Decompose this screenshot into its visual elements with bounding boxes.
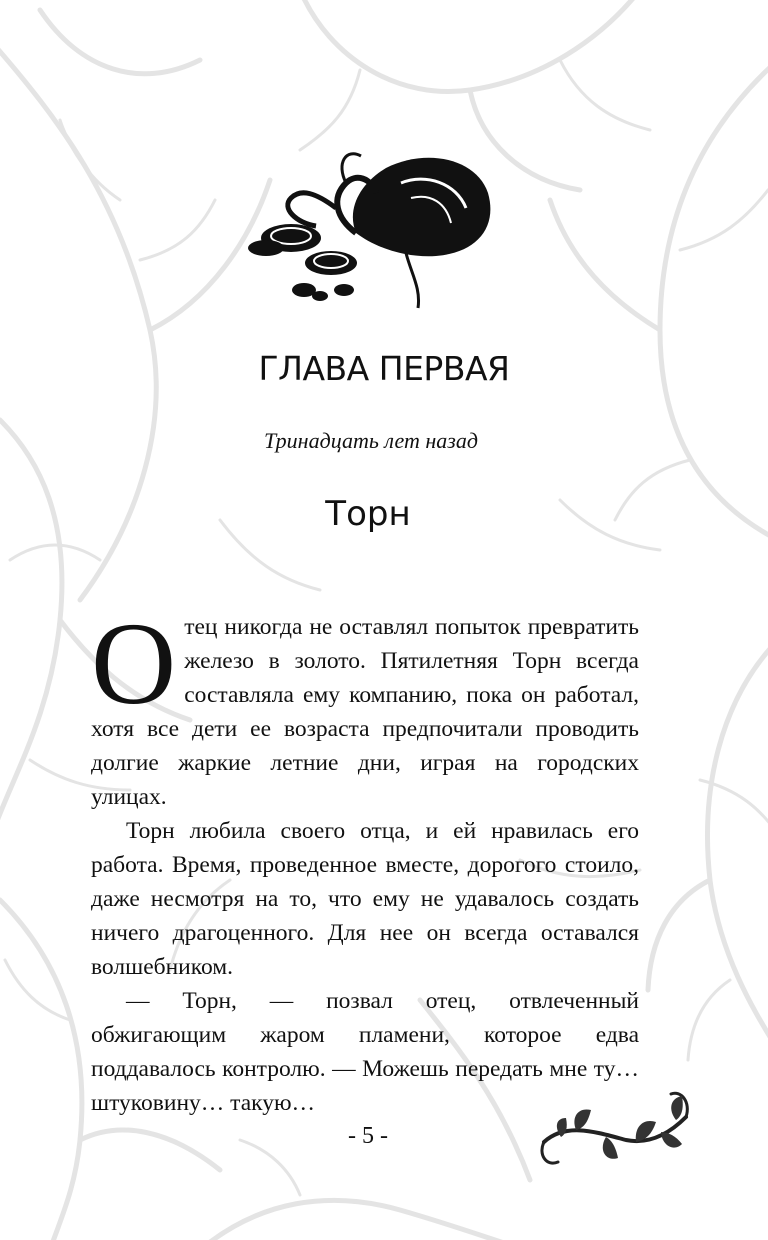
paragraph [91,598,639,814]
chapter-pov-name: Торн [325,494,411,534]
chapter-title: ГЛАВА ПЕРВАЯ [258,349,510,388]
coin-pouch-icon [236,138,496,318]
chapter-subtitle: Тринадцать лет назад [263,428,479,453]
paragraph-2-text: Торн любила своего отца, и ей нравилась его работа. Время, проведенное вместе, дорогого стоило, даже несмотря на то, что ему не удавалось создать ничего драгоценного. Для нее он всегда оставался волшебником. [91,818,639,980]
body-text [91,598,639,1120]
vine-ornament-icon [536,1082,696,1182]
paragraph-3-text: — Торн, — позвал отец, отвлеченный обжигающим жаром пламени, которое едва поддавалось контролю. — Можешь передать мне ту… штуковину… такую… [91,988,639,1116]
page-number: - 5 - [348,1123,388,1149]
drop-cap: О [91,598,177,729]
paragraph [91,814,639,984]
paragraph-1-text: тец никогда не оставлял попыток превратить железо в золото. Пятилетняя Торн всегда составляла ему компанию, пока он работал, хотя все дети ее возраста предпочитали проводить долгие жаркие летние дни, играя на городских улицах. [91,614,639,810]
